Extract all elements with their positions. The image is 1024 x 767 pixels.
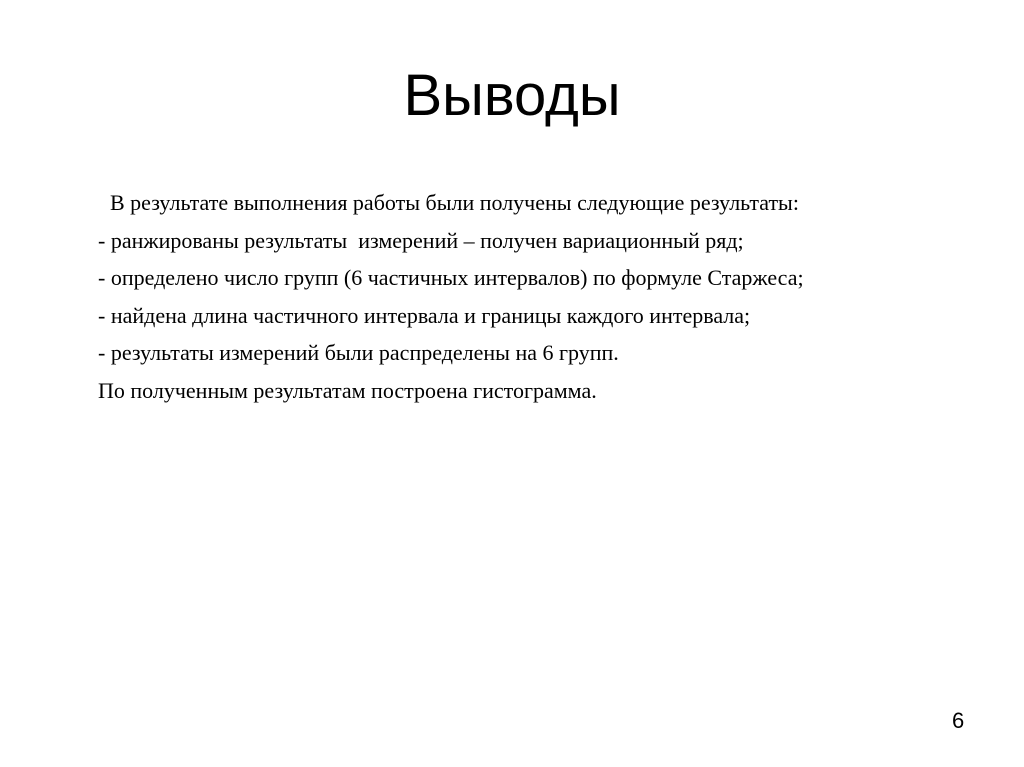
list-item: - определено число групп (6 частичных интервалов) по формуле Старжеса;	[98, 265, 804, 290]
list-item: - ранжированы результаты измерений – получен вариационный ряд;	[98, 227, 744, 253]
conclusion-line: По полученным результатам построена гистограмма.	[98, 377, 597, 403]
page-number: 6	[952, 708, 965, 733]
list-item: - найдена длина частичного интервала и границы каждого интервала;	[98, 302, 751, 328]
slide-title: Выводы	[403, 63, 621, 128]
list-item: - результаты измерений были распределены на 6 групп.	[98, 340, 619, 365]
slide-body	[98, 184, 804, 409]
intro-line: В результате выполнения работы были получены следующие результаты:	[110, 190, 799, 215]
